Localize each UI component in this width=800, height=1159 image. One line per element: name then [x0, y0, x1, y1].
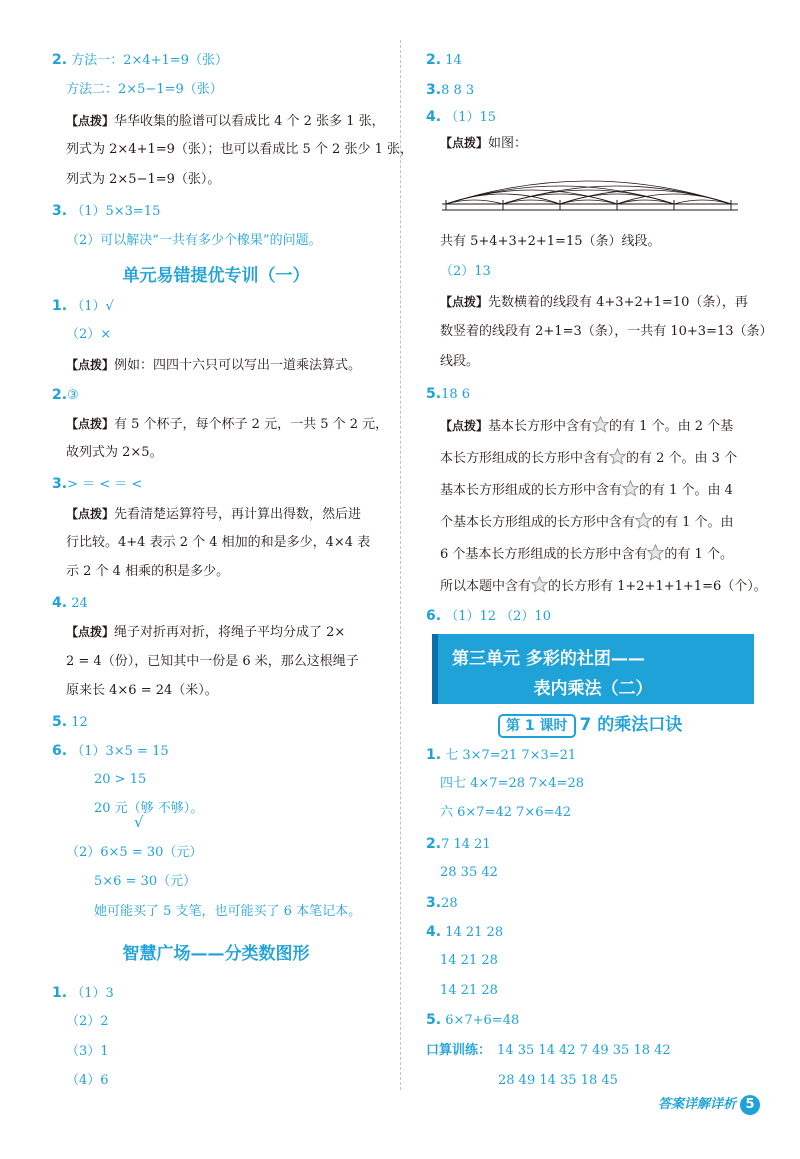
item-number: 2.	[426, 836, 442, 852]
answer-text: 她可能买了 5 支笔，也可能买了 6 本笔记本。	[94, 904, 362, 919]
answer-text: 24	[71, 596, 88, 611]
star-icon	[622, 480, 639, 497]
item-number: 1.	[426, 747, 442, 763]
page-footer	[658, 1093, 760, 1115]
star-icon	[635, 512, 652, 529]
answer-text: （2）6×5 = 30（元）	[66, 845, 203, 860]
item-number: 3.	[426, 82, 442, 98]
tip-label: 【点拨】	[66, 417, 115, 431]
tip-text: 的有 1 个。由 4	[639, 483, 733, 498]
tip-text: 的长方形有 1+2+1+1+1=6（个）。	[548, 579, 767, 594]
answer-text: 5×6 = 30（元）	[94, 874, 197, 889]
answer-text: 28 49 14 35 18 45	[498, 1073, 618, 1088]
tip-text: 行比较。4+4 表示 2 个 4 相加的和是多少，4×4 表	[66, 535, 371, 550]
tip-text: 共有 5+4+3+2+1=15（条）线段。	[440, 234, 661, 249]
tip-label: 【点拨】	[66, 507, 115, 521]
section-title: 智慧广场——分类数图形	[122, 944, 310, 964]
answer-text: （1）3×5 = 15	[71, 744, 169, 759]
answer-text: （2）2	[66, 1014, 109, 1029]
answer-text: 20 > 15	[94, 772, 147, 787]
tip-text: 基本长方形中含有	[488, 419, 593, 434]
answer-text: 方法一：2×4+1=9（张）	[71, 53, 228, 68]
lesson-pill: 第 1 课时	[498, 714, 576, 738]
check-mark: √	[134, 813, 144, 831]
tip-label: 【点拨】	[66, 358, 115, 372]
tip-label: 【点拨】	[440, 419, 489, 433]
tip-label: 【点拨】	[66, 114, 115, 128]
answer-text: 六 6×7=42 7×6=42	[440, 805, 572, 820]
answer-text: 四七 4×7=28 7×4=28	[440, 776, 585, 791]
answer-text: 6×7+6=48	[445, 1013, 520, 1028]
item-number: 2.	[52, 387, 68, 403]
answer-text: 14 21 28	[440, 953, 498, 968]
oral-label: 口算训练：	[426, 1043, 492, 1058]
answer-text: （3）1	[66, 1044, 109, 1059]
tip-text: 原来长 4×6 = 24（米）。	[66, 683, 218, 698]
answer-text: 8 8 3	[441, 83, 475, 98]
unit-title-line2: 表内乘法（二）	[533, 679, 653, 699]
answer-text: 14 21 28	[445, 925, 504, 940]
star-icon	[647, 544, 664, 561]
lesson-title: 7 的乘法口诀	[579, 715, 683, 735]
answer-text: 28 35 42	[440, 865, 498, 880]
section-title: 单元易错提优专训（一）	[122, 266, 310, 286]
item-number: 1.	[52, 985, 68, 1001]
tip-text: 所以本题中含有	[440, 579, 532, 594]
answer-text: 18 6	[441, 387, 471, 402]
answer-text: （1）√	[71, 299, 114, 314]
tip-text: 的有 2 个。由 3 个	[626, 451, 738, 466]
answer-text: 28	[441, 896, 458, 911]
tip-label: 【点拨】	[440, 136, 489, 150]
answer-text: （1）3	[71, 986, 114, 1001]
tip-text: 有 5 个杯子，每个杯子 2 元，一共 5 个 2 元，	[114, 417, 389, 432]
tip-text: 的有 1 个。由	[652, 515, 734, 530]
item-number: 5.	[426, 386, 442, 402]
item-number: 6.	[52, 743, 68, 759]
star-icon	[609, 448, 626, 465]
unit-title-line1: 第三单元 多彩的社团——	[452, 649, 645, 669]
item-number: 1.	[52, 298, 68, 314]
item-number: 3.	[52, 203, 68, 219]
star-icon	[531, 576, 548, 593]
footer-label: 答案详解详析	[657, 1097, 736, 1112]
item-number: 4.	[426, 924, 442, 940]
tip-text: 线段。	[440, 354, 480, 369]
answer-text: 七 3×7=21 7×3=21	[445, 748, 577, 763]
tip-text: 数竖着的线段有 2+1=3（条），一共有 10+3=13（条）	[440, 324, 773, 339]
item-number: 3.	[426, 895, 442, 911]
item-number: 4.	[52, 595, 68, 611]
tip-text: 个基本长方形组成的长方形中含有	[440, 515, 636, 530]
answer-text: ③	[67, 388, 79, 403]
tip-text: 的有 1 个。由 2 个基	[609, 419, 734, 434]
answer-text: 7 14 21	[441, 837, 491, 852]
answer-text: （1）12 （2）10	[445, 609, 551, 624]
tip-text: 华华收集的脸谱可以看成比 4 个 2 张多 1 张，	[114, 114, 385, 129]
tip-text: 基本长方形组成的长方形中含有	[440, 483, 623, 498]
answer-text: （2）×	[66, 327, 112, 342]
page-number: 5	[740, 1095, 760, 1115]
column-divider	[400, 40, 401, 1090]
answer-text: （2）13	[440, 264, 491, 279]
tip-label: 【点拨】	[440, 295, 489, 309]
tip-label: 【点拨】	[66, 625, 115, 639]
segment-arc-diagram	[440, 160, 740, 220]
tip-text: 6 个基本长方形组成的长方形中含有	[440, 547, 648, 562]
item-number: 2.	[52, 52, 68, 68]
tip-text: 先看清楚运算符号，再计算出得数，然后进	[114, 507, 362, 522]
tip-text: 例如：四四十六只可以写出一道乘法算式。	[114, 358, 362, 373]
answer-text: > ＝ < ＝ <	[67, 477, 143, 492]
item-number: 5.	[426, 1012, 442, 1028]
answer-text: （4）6	[66, 1073, 109, 1088]
answer-text: 方法二：2×5−1=9（张）	[66, 82, 223, 97]
answer-text: 12	[71, 715, 88, 730]
answer-text: 14 35 14 42 7 49 35 18 42	[497, 1043, 671, 1058]
item-number: 5.	[52, 714, 68, 730]
tip-text: 列式为 2×4+1=9（张）；也可以看成比 5 个 2 张少 1 张，	[66, 142, 414, 157]
lesson-header	[498, 714, 682, 738]
answer-text: 14	[445, 53, 462, 68]
tip-text: 故列式为 2×5。	[66, 445, 163, 460]
item-number: 4.	[426, 109, 442, 125]
tip-text: 列式为 2×5−1=9（张）。	[66, 172, 221, 187]
tip-text: 如图：	[488, 136, 528, 151]
item-number: 2.	[426, 52, 442, 68]
star-icon	[592, 416, 609, 433]
tip-text: 2 = 4（份），已知其中一份是 6 米，那么这根绳子	[66, 654, 359, 669]
tip-text: 的有 1 个。	[664, 547, 733, 562]
answer-text: （1）15	[445, 110, 497, 125]
tip-text: 先数横着的线段有 4+3+2+1=10（条），再	[488, 295, 748, 310]
answer-text: （1）5×3=15	[71, 204, 161, 219]
item-number: 3.	[52, 476, 68, 492]
answer-text: （2）可以解决“一共有多少个橡果”的问题。	[66, 233, 322, 248]
tip-text: 本长方形组成的长方形中含有	[440, 451, 610, 466]
unit-banner	[432, 634, 754, 704]
tip-text: 绳子对折再对折，将绳子平均分成了 2×	[114, 625, 346, 640]
item-number: 6.	[426, 608, 442, 624]
answer-text: 20 元（够 不够）。	[94, 801, 204, 816]
answer-text: 14 21 28	[440, 983, 498, 998]
tip-text: 示 2 个 4 相乘的积是多少。	[66, 564, 230, 579]
